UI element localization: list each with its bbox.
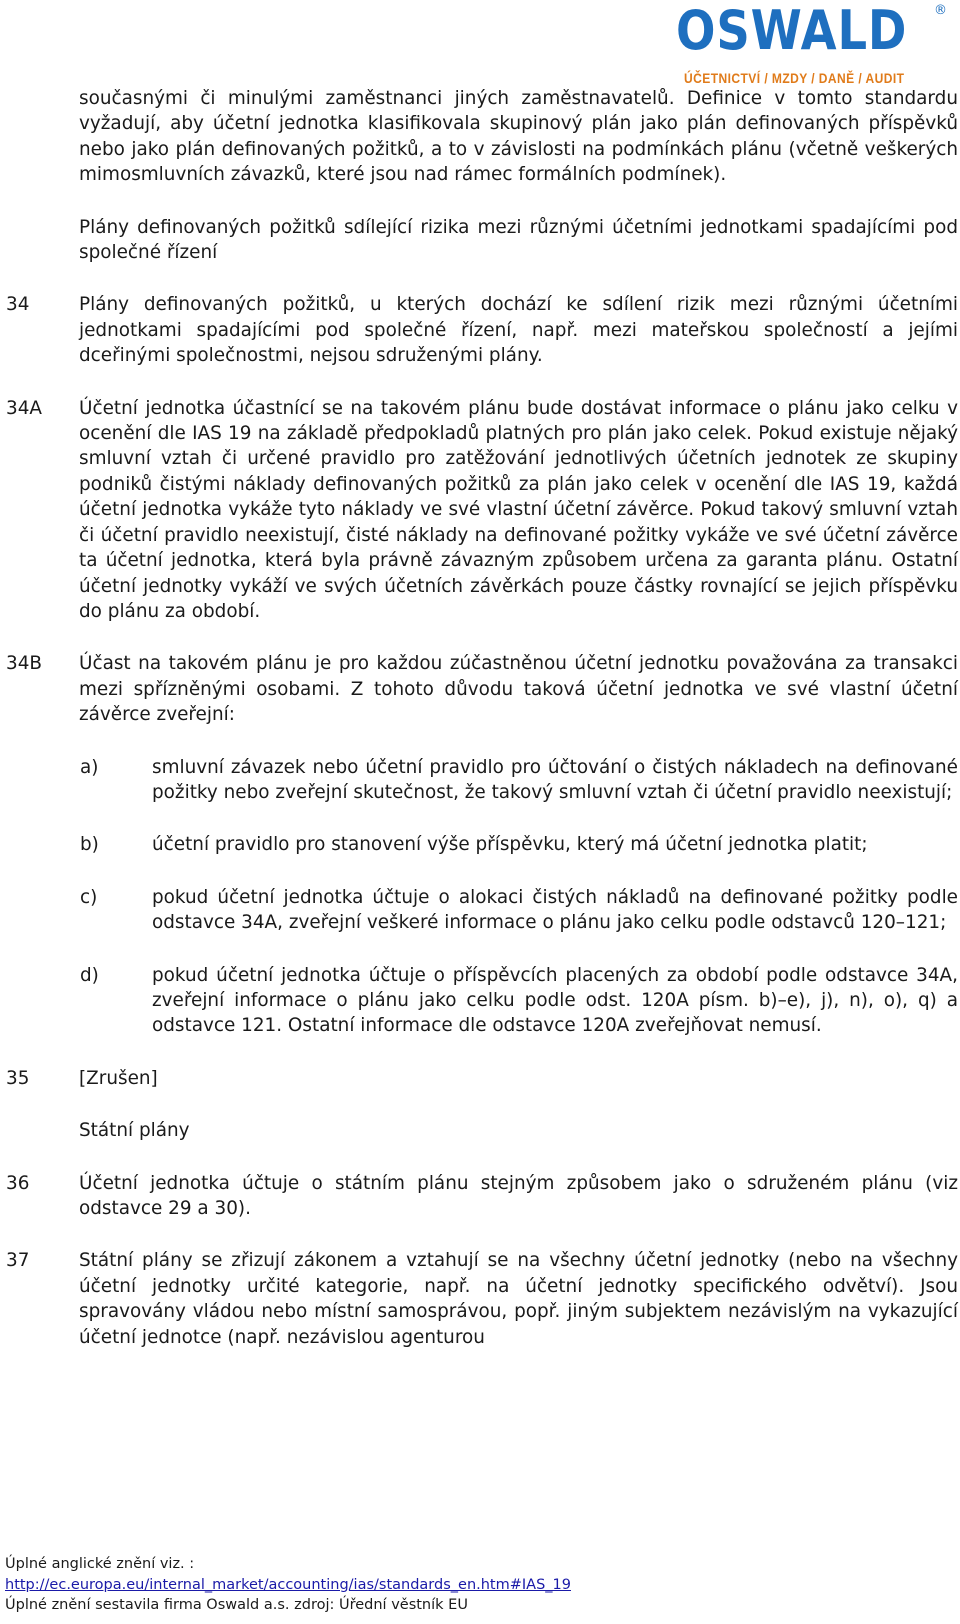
- paragraph-number: 36: [6, 1172, 30, 1194]
- paragraph-number: 34: [6, 294, 30, 316]
- list-item-label: b): [80, 834, 99, 856]
- heading-text: Plány definovaných požitků sdílející rizika mezi různými účetními jednotkami spadajícími pod společné řízení: [79, 216, 958, 264]
- footer-source-label: Úplné anglické znění viz. :: [5, 1556, 195, 1572]
- paragraph-text: současnými či minulými zaměstnanci jiných zaměstnavatelů. Definice v tomto standardu vyžadují, aby účetní jednotka klasifikovala skupinový plán jako plán definovaných příspěvků nebo jako plán definovaných požitků, a to v závislosti na podmínkách plánu (včetně veškerých mimosmluvních závazků, které jsou nad rámec formálních podmínek).: [79, 88, 958, 186]
- paragraph-number: 37: [6, 1250, 30, 1272]
- paragraph-36: [6, 1171, 958, 1222]
- paragraph-34b: [6, 651, 958, 727]
- section-heading: [79, 215, 958, 266]
- paragraph-text: Státní plány se zřizují zákonem a vztahují se na všechny účetní jednotky (nebo na všechny účetní jednotky určité kategorie, např. na účetní jednotky specifického odvětví). Jsou spravovány vládou nebo místní samosprávou, popř. jiným subjektem nezávislým na vykazující účetní jednotce (např. nezávislou agenturou: [79, 1250, 958, 1348]
- paragraph-34a: [6, 396, 958, 625]
- list-item-text: pokud účetní jednotka účtuje o příspěvcích placených za období podle odstavce 34A, zveřejní informace o plánu jako celku podle odst. 120A písm. b)–e), j), n), o), q) a odstavce 121. Ostatní informace dle odstavce 120A zveřejňovat nemusí.: [152, 964, 958, 1037]
- oswald-logo: [676, 0, 951, 88]
- logo-wordmark: OSWALD: [676, 0, 908, 62]
- paragraph-text: Plány definovaných požitků, u kterých dochází ke sdílení rizik mezi různými účetními jednotkami spadajícími pod společné řízení, např. mezi mateřskou společností a jejími dceřinými společnostmi, nejsou sdruženými plány.: [79, 294, 958, 367]
- footer-compiled-by: Úplné znění sestavila firma Oswald a.s. zdroj: Úřední věstník EU: [5, 1597, 468, 1613]
- list-item-d: [80, 963, 958, 1039]
- footer-source-link[interactable]: http://ec.europa.eu/internal_market/accounting/ias/standards_en.htm#IAS_19: [5, 1576, 571, 1593]
- paragraph-34: [6, 292, 958, 368]
- paragraph-text: [Zrušen]: [79, 1067, 158, 1089]
- paragraph-number: 35: [6, 1067, 30, 1089]
- list-item-label: c): [80, 886, 98, 908]
- paragraph-text: Účast na takovém plánu je pro každou zúčastněnou účetní jednotku považována za transakci mezi spřízněnými osobami. Z tohoto důvodu taková účetní jednotka ve své vlastní účetní závěrce zveřejní:: [79, 653, 958, 726]
- paragraph-number: 34A: [6, 397, 42, 419]
- list-item-text: pokud účetní jednotka účtuje o alokaci čistých nákladů na definované požitky podle odstavce 34A, zveřejní veškeré informace o plánu jako celku podle odstavců 120–121;: [152, 886, 958, 934]
- logo-registered-mark: ®: [934, 3, 947, 18]
- document-body: [0, 86, 960, 1350]
- heading-text: Státní plány: [79, 1120, 190, 1142]
- list-item-a: [80, 755, 958, 806]
- list-item-c: [80, 885, 958, 936]
- paragraph-35: [6, 1066, 958, 1091]
- paragraph-continuation: [79, 86, 958, 188]
- list-item-label: a): [80, 756, 99, 778]
- paragraph-number: 34B: [6, 653, 43, 675]
- paragraph-37: [6, 1248, 958, 1350]
- page-footer: [5, 1554, 571, 1616]
- list-item-text: účetní pravidlo pro stanovení výše příspěvku, který má účetní jednotka platit;: [152, 834, 868, 856]
- logo-tagline: ÚČETNICTVÍ / MZDY / DANĚ / AUDIT: [684, 70, 905, 86]
- paragraph-text: Účetní jednotka účtuje o státním plánu stejným způsobem jako o sdruženém plánu (viz odstavce 29 a 30).: [79, 1172, 958, 1219]
- list-item-b: [80, 832, 958, 857]
- section-heading: [79, 1118, 958, 1143]
- list-item-text: smluvní závazek nebo účetní pravidlo pro účtování o čistých nákladech na definované požitky nebo zveřejní skutečnost, že takový smluvní vztah či účetní pravidlo neexistují;: [152, 756, 958, 803]
- list-item-label: d): [80, 964, 99, 986]
- paragraph-text: Účetní jednotka účastnící se na takovém plánu bude dostávat informace o plánu jako celku v ocenění dle IAS 19 na základě předpokladů platných pro plán jako celek. Pokud existuje nějaký smluvní vztah či určené pravidlo pro zatěžování jednotlivých účetních jednotek ze skupiny podniků čistými náklady definovaných požitků za plán jako celek v ocenění dle IAS 19, každá účetní jednotka vykáže tyto náklady ve své vlastní účetní závěrce. Pokud takový smluvní vztah či účetní pravidlo neexistují, čisté náklady na definované požitky vykáže ve své účetní závěrce ta účetní jednotka, která byla právně závazným způsobem určena za garanta plánu. Ostatní účetní jednotky vykáží ve svých účetních závěrkách pouze částky rovnající se jejich příspěvku do plánu za období.: [79, 397, 958, 622]
